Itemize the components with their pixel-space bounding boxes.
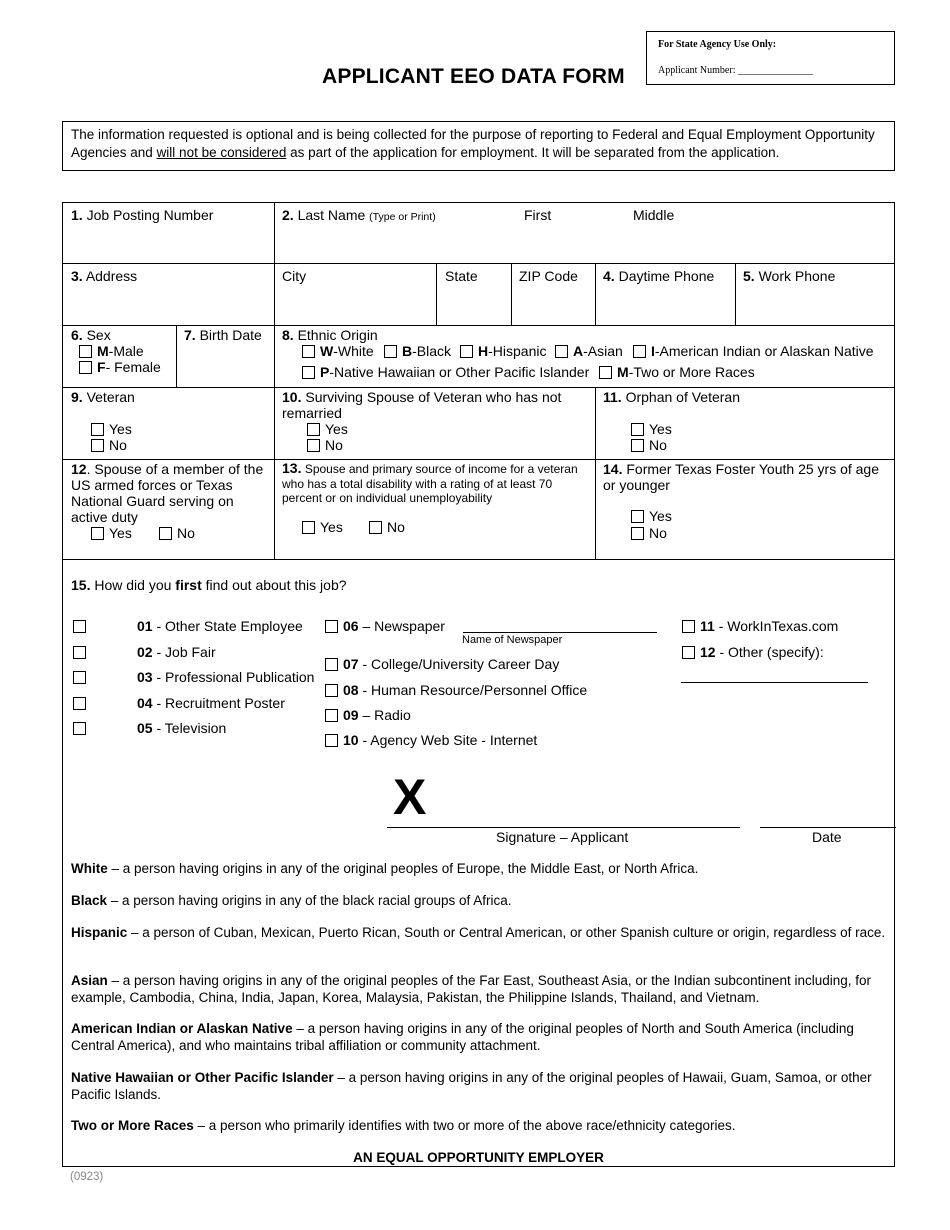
city-field[interactable]: City (282, 268, 307, 284)
ethnic-hispanic-option[interactable]: H-Hispanic (460, 343, 546, 359)
eeo-form (62, 202, 895, 1167)
birth-date-field[interactable]: 7. Birth Date (184, 327, 262, 343)
notice-text-2: as part of the application for employment. It will be separated from the application. (286, 144, 780, 160)
agency-use-box (646, 31, 895, 85)
checkbox[interactable] (73, 646, 86, 659)
q15-option-04[interactable]: 04 - Recruitment Poster (73, 695, 285, 711)
sex-label: 6. Sex (71, 327, 111, 343)
state-field[interactable]: State (445, 268, 478, 284)
checkbox[interactable] (307, 423, 320, 436)
checkbox[interactable] (91, 423, 104, 436)
ethnic-pacific-islander-option[interactable]: P-Native Hawaiian or Other Pacific Islander (302, 364, 589, 380)
checkbox[interactable] (599, 366, 612, 379)
checkbox[interactable] (325, 658, 338, 671)
ethnic-american-indian-option[interactable]: I-American Indian or Alaskan Native (633, 343, 874, 359)
checkbox[interactable] (302, 345, 315, 358)
notice-box (62, 121, 895, 171)
definition-white: White – a person having origins in any of the original peoples of Europe, the Middle East, or North Africa. (71, 861, 699, 876)
signature-label: Signature – Applicant (496, 829, 629, 845)
definition-american-indian: American Indian or Alaskan Native – a person having origins in any of the original peoples of North and South America (including Central America), and who maintains tribal affiliation or community attachment. (71, 1021, 854, 1053)
work-phone-field[interactable]: 5. Work Phone (743, 268, 836, 284)
applicant-number-field[interactable] (658, 65, 813, 76)
footer-eoe: AN EQUAL OPPORTUNITY EMPLOYER (353, 1150, 604, 1165)
sex-female-option[interactable]: F- Female (79, 359, 161, 375)
job-posting-number-field[interactable]: 1. Job Posting Number (71, 207, 214, 223)
signature-mark: X (393, 769, 427, 825)
sex-male-option[interactable]: M-Male (79, 343, 144, 359)
checkbox[interactable] (460, 345, 473, 358)
checkbox[interactable] (73, 722, 86, 735)
q15-option-11[interactable]: 11 - WorkInTexas.com (682, 618, 838, 634)
checkbox[interactable] (73, 671, 86, 684)
address-field[interactable]: 3. Address (71, 268, 138, 284)
definition-asian: Asian – a person having origins in any of the original peoples of the Far East, Southeast Asia, or the Indian subcontinent including, for example, Cambodia, China, India, Japan, Korea, Malaysia, Pakistan, the Philippine Islands, Thailand, and Vietnam. (71, 973, 871, 1005)
checkbox[interactable] (325, 684, 338, 697)
last-name-field[interactable]: 2. Last Name (Type or Print) (282, 207, 436, 223)
checkbox[interactable] (369, 521, 382, 534)
newspaper-caption: Name of Newspaper (462, 634, 563, 646)
middle-name-label: Middle (633, 207, 675, 223)
surviving-spouse-no-option[interactable]: No (307, 437, 343, 453)
checkbox[interactable] (631, 423, 644, 436)
checkbox[interactable] (384, 345, 397, 358)
checkbox[interactable] (73, 697, 86, 710)
foster-youth-yes-option[interactable]: Yes (631, 508, 672, 524)
daytime-phone-field[interactable]: 4. Daytime Phone (603, 268, 715, 284)
q15-option-12[interactable]: 12 - Other (specify): (682, 644, 824, 660)
definition-black: Black – a person having origins in any of the black racial groups of Africa. (71, 893, 512, 908)
spouse-disabled-veteran-yes-option[interactable]: Yes (302, 519, 343, 535)
checkbox[interactable] (633, 345, 646, 358)
veteran-yes-option[interactable]: Yes (91, 421, 132, 437)
checkbox[interactable] (91, 439, 104, 452)
surviving-spouse-label: 10. Surviving Spouse of Veteran who has not remarried (282, 389, 562, 421)
signature-line[interactable] (387, 827, 740, 828)
other-specify-line[interactable] (681, 682, 868, 683)
checkbox[interactable] (79, 345, 92, 358)
veteran-no-option[interactable]: No (91, 437, 127, 453)
ethnic-asian-option[interactable]: A-Asian (555, 343, 623, 359)
checkbox[interactable] (555, 345, 568, 358)
applicant-number-value[interactable]: _______________ (737, 65, 813, 76)
ethnic-white-option[interactable]: W-White (302, 343, 374, 359)
q15-option-07[interactable]: 07 - College/University Career Day (325, 656, 559, 672)
q15-option-08[interactable]: 08 - Human Resource/Personnel Office (325, 682, 587, 698)
checkbox[interactable] (682, 646, 695, 659)
checkbox[interactable] (631, 527, 644, 540)
surviving-spouse-yes-option[interactable]: Yes (307, 421, 348, 437)
spouse-disabled-veteran-label: 13. Spouse and primary source of income for a veteran who has a total disability with a rating of at least 70 percent or on individual unemployability (282, 460, 578, 505)
newspaper-name-line[interactable] (463, 632, 657, 633)
orphan-yes-option[interactable]: Yes (631, 421, 672, 437)
date-label: Date (812, 829, 842, 845)
q15-option-03[interactable]: 03 - Professional Publication (73, 669, 314, 685)
agency-use-title: For State Agency Use Only: (658, 39, 777, 50)
checkbox[interactable] (631, 439, 644, 452)
first-name-label: First (524, 207, 552, 223)
notice-underlined: will not be considered (156, 144, 287, 160)
checkbox[interactable] (325, 734, 338, 747)
spouse-disabled-veteran-no-option[interactable]: No (369, 519, 405, 535)
q15-option-05[interactable]: 05 - Television (73, 720, 226, 736)
checkbox[interactable] (682, 620, 695, 633)
checkbox[interactable] (302, 366, 315, 379)
q15-option-06[interactable]: 06 – Newspaper (325, 618, 445, 634)
checkbox[interactable] (159, 527, 172, 540)
form-code: (0923) (70, 1171, 104, 1183)
q15-option-01[interactable]: 01 - Other State Employee (73, 618, 303, 634)
ethnic-black-option[interactable]: B-Black (384, 343, 451, 359)
spouse-armed-forces-yes-option[interactable]: Yes (91, 525, 132, 541)
notice-text-1: The information requested is optional and is being collected for the purpose of reporting to Federal and Equal Employment Opportunity Agencies and (71, 127, 875, 160)
spouse-armed-forces-label: 12. Spouse of a member of the US armed forces or Texas National Guard serving on active duty (71, 461, 264, 525)
checkbox[interactable] (325, 620, 338, 633)
definition-hispanic: Hispanic – a person of Cuban, Mexican, Puerto Rican, South or Central American, or other Spanish culture or origin, regardless of race. (71, 925, 886, 940)
checkbox[interactable] (631, 510, 644, 523)
ethnic-origin-label: 8. Ethnic Origin (282, 327, 378, 343)
definition-pacific-islander: Native Hawaiian or Other Pacific Islander – a person having origins in any of the original peoples of Hawaii, Guam, Samoa, or other Pacific Islands. (71, 1070, 872, 1102)
definition-two-or-more: Two or More Races – a person who primarily identifies with two or more of the above race/ethnicity categories. (71, 1118, 736, 1133)
checkbox[interactable] (79, 361, 92, 374)
foster-youth-label: 14. Former Texas Foster Youth 25 yrs of age or younger (603, 461, 880, 493)
checkbox[interactable] (302, 521, 315, 534)
applicant-number-label: Applicant Number: (658, 65, 736, 76)
ethnic-two-or-more-option[interactable]: M-Two or More Races (599, 364, 755, 380)
spouse-armed-forces-no-option[interactable]: No (159, 525, 195, 541)
foster-youth-no-option[interactable]: No (631, 525, 667, 541)
veteran-label: 9. Veteran (71, 389, 135, 405)
checkbox[interactable] (307, 439, 320, 452)
q15-option-10[interactable]: 10 - Agency Web Site - Internet (325, 732, 537, 748)
zip-code-field[interactable]: ZIP Code (519, 268, 578, 284)
q15-option-02[interactable]: 02 - Job Fair (73, 644, 216, 660)
checkbox[interactable] (91, 527, 104, 540)
checkbox[interactable] (325, 709, 338, 722)
orphan-label: 11. Orphan of Veteran (603, 389, 741, 405)
date-line[interactable] (760, 827, 896, 828)
q15-option-09[interactable]: 09 – Radio (325, 707, 411, 723)
q15-question: 15. How did you first find out about this job? (71, 577, 347, 593)
orphan-no-option[interactable]: No (631, 437, 667, 453)
page-title: APPLICANT EEO DATA FORM (322, 65, 625, 88)
checkbox[interactable] (73, 620, 86, 633)
